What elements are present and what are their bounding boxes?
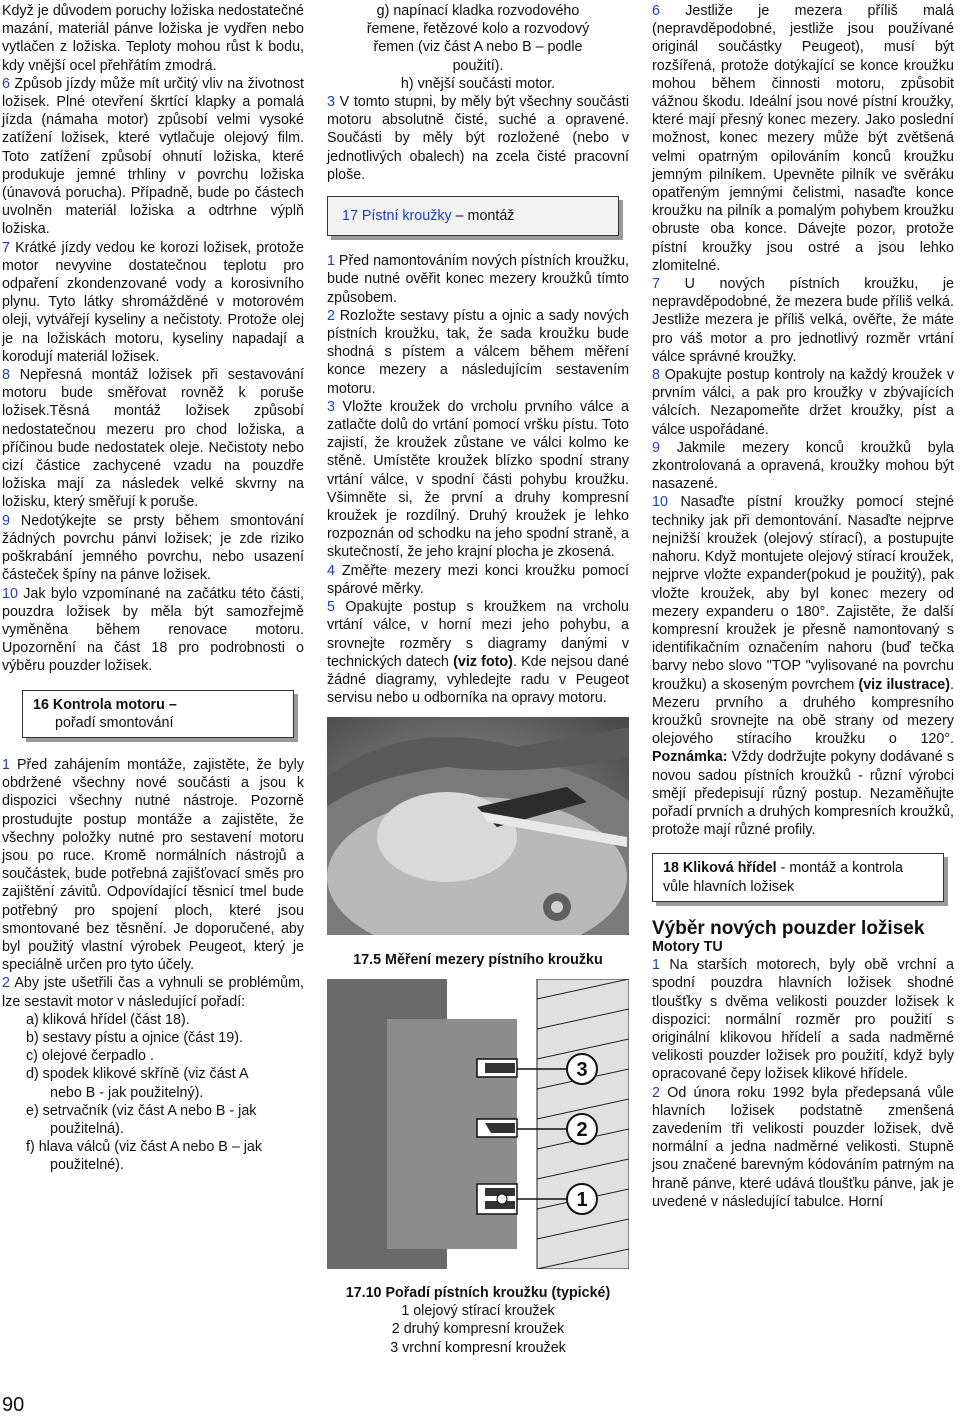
legend-item: 2 druhý kompresní kroužek [391, 1321, 565, 1338]
paragraph: 9 Nedotýkejte se prsty během smontování žádných povrchu pánvi ložisek; je zde riziko poškrabání jemného povrchu, nebo usazení částeček špíny na pánve ložisek. [2, 512, 304, 584]
legend-item: 1 olejový stírací kroužek [401, 1303, 555, 1320]
paragraph: 10 Nasaďte pístní kroužky pomocí stejné techniky jak při demontování. Nasaďte nejprve nejnižší kroužek (olejový stírací), a postupujte nahoru. Když montujete olejový stírací kroužek, nejprve vložte expander(pokud je použitý), pak vložte kroužek, aby byl konec mezery od mezery expanderu o 180°. Zajistěte, že další kompresní kroužek je přesně namontovaný s identifikačním označením nahoru (buď tečka barvy nebo slovo "TOP "vylisované na povrchu kroužku) a skoseným povrchem (viz ilustrace). Mezeru prvního a druhého kompresního kroužků srovnejte na obě strany od mezery olejového stíracího kroužku o 120°. Poznámka: Vždy dodržujte pokyny dodávané s novou sadou pístních kroužků - různí výrobci smějí předepisují různý postup. Nezaměňujte pořadí prvních a druhých kompresních kroužků, protože mají různé profily. [652, 494, 954, 839]
column-right [652, 2, 954, 1211]
figure-caption: 17.10 Pořadí pístních kroužku (typické) [345, 1284, 611, 1301]
paragraph: 7 U nových pístních kroužku, je nepravděpodobné, že mezera bude příliš velká. Jestliže mezera je příliš velká, ověřte, že máte pro váš motor a pro jednotlivý rozměr vrtání válce správné kroužky. [652, 276, 954, 365]
photo-ring-gap-measurement [327, 717, 629, 940]
paragraph: 8 Opakujte postup kontroly na každý kroužek v prvním válci, a pak pro kroužky v zbývajících válcích. Nezapomeňte držet kroužky, píst a válce uspořádané. [652, 367, 954, 438]
list-item-h: h) vnější součásti motor. [400, 75, 556, 92]
callout-3: 3 [576, 1058, 588, 1081]
column-middle [327, 2, 629, 1357]
subsection-heading: Výběr nových pouzder ložisek [652, 917, 925, 939]
column-left [2, 2, 304, 1175]
section-title: 17 Pístní kroužky [342, 208, 452, 225]
section-title: 18 Kliková hřídel [663, 860, 777, 877]
list-item: f) hlava válců (viz část A nebo B – jak [26, 1139, 263, 1156]
list-item: použitelná). [50, 1120, 124, 1137]
paragraph: 6 Způsob jízdy může mít určitý vliv na životnost ložisek. Plné otevření škrtící klapky a pomalá jízda (námaha motor) způsobí velmi vysoké zatížení ložisek, které vytlačuje olejový film. Toto zatížení způsobí ohnutí ložiska, které produkuje jemné trhliny v povrchu ložiska (únavová porucha). Případně, bude po částech uvolněn materiál ložiska a odtrhne výplň ložiska. [2, 75, 304, 238]
paragraph: 7 Krátké jízdy vedou ke korozi ložisek, protože motor nevyvine dostatečnou teplotu pro odpaření zkondenzované vody a korosivního plynu. Tyto látky shromážděné v motorovém oleji, vytvářejí kyseliny a nečistoty. Protože olej je na ložiskách motoru, kyseliny napadají a korodují materiál ložisek. [2, 239, 304, 365]
list-item: b) sestavy pístu a ojnice (část 19). [26, 1029, 243, 1046]
paragraph: 2 Od února roku 1992 byla předepsaná vůle hlavních ložisek podstatně zmenšená zavedením tři velikosti pouzder ložisek, dvě normální a jedna nadměrné velikosti. Stupně jsou značené barevným kódováním patrným na hraně pánve, které udává tloušťku pánve, jak je uvedené v následující tabulce. Horní [652, 1084, 954, 1210]
list-item: a) kliková hřídel (část 18). [26, 1011, 190, 1028]
list-item-g: g) napínací kladka rozvodového řemene, řetězové kolo a rozvodový řemen (viz část A nebo B – podle použití). [366, 3, 590, 74]
paragraph: 3 Vložte kroužek do vrcholu prvního válce a zatlačte dolů do vrtání pomocí vršku pístu. Toto zajistí, že kroužek zůstane ve válci kolmo ke stěně. Umístěte kroužek blízko spodní strany vrtání válce, v spodní části pohybu kroužku. Všimněte si, že první a druhy kompresní kroužek je rozdílný. Druhý kroužek je lehko rozpoznán od schodku na jeho spodní straně, a skutečností, že jeho krajní plocha je zkosená. [327, 398, 629, 561]
paragraph: 1 Před zahájením montáže, zajistěte, že byly obdržené všechny nové součásti a jsou k dispozici všechny nutné nástroje. Pozorně prostudujte postup montáže a zajistěte, že všechny položky nutné pro sestavení motoru jsou po ruce. Kromě normálních nástrojů a součástek, bude potřebná zajišťovací směs pro zajištění závitů. Odpovídající těsnicí tmel bude potřebný pro spojení ploch, které jsou smontované bez těsnění. Je doporučené, aby byl použitý vlastní výrobek Peugeot, který je speciálně určen pro tyto účely. [2, 756, 304, 974]
paragraph: 3 V tomto stupni, by měly být všechny součásti motoru absolutně čisté, suché a opravené. Součásti by měly být rozložené (nebo v jednotlivých obalech) na zcela čisté pracovní ploše. [327, 94, 629, 183]
figure-caption: 17.5 Měření mezery pístního kroužku [353, 951, 603, 968]
paragraph: 1 Na starších motorech, byly obě vrchní a spodní pouzdra hlavních ložisek shodné tloušťky s dvěma velikosti pouzder ložisek k dispozici: normální rozměr pro použití s originální klikovou hřídelí a sada nadměrné velikosti pouzder ložisek pro použití, když byly opracované čepy ložisek klikové hřídele. [652, 957, 954, 1083]
diagram-ring-order [327, 979, 629, 1274]
list-item: e) setrvačník (viz část A nebo B - jak [26, 1102, 257, 1119]
subsection-subheading: Motory TU [652, 938, 723, 955]
paragraph: 9 Jakmile mezery konců kroužků byla zkontrolovaná a opravená, kroužky mohou být nasazené. [652, 439, 954, 493]
callout-2: 2 [576, 1118, 588, 1141]
section-heading-16 [22, 690, 294, 738]
paragraph: 6 Jestliže je mezera příliš malá (nepravděpodobné, jestliže jsou používané originál součástky Peugeot), musí být rozšířená, protože dotýkající se konce kroužku mohou během činnosti motoru, způsobit vážnou škodu. Ideální jsou nové pístní kroužky, které mají přesný konec mezery. Jako poslední možnost, konec mezery může být zvětšená velmi opatrným opilováním konců kroužku jemným pilníkem. Upevněte pilník ve svěráku opatřeným jemnými čelistmi, nasaďte konce kroužku na pilník a pomalým pohybem kroužku obruste oba konce. Dávejte pozor, protože pístní kroužky jsou ostré a jsou lehko zlomitelné. [652, 3, 954, 274]
paragraph: 1 Před namontováním nových pístních kroužku, bude nutné ověřit konec mezery kroužků tímto způsobem. [327, 253, 629, 306]
page-number: 90 [2, 1394, 25, 1416]
assembly-order-list [2, 1011, 304, 1175]
list-item: c) olejové čerpadlo . [26, 1048, 154, 1065]
paragraph: 2 Aby jste ušetřili čas a vyhnuli se problémům, lze sestavit motor v následující pořadí: [2, 975, 304, 1010]
paragraph: Když je důvodem poruchy ložiska nedostatečné mazání, materiál pánve ložiska je vydřen nebo vytlačen z ložiska. Teploty mohou růst k bodu, kdy vnější ocel přehřátím zmodrá. [2, 3, 305, 74]
paragraph: 8 Nepřesná montáž ložisek při sestavování motoru bude směřovat rovněž k poruše ložisek.Těsná montáž ložisek způsobí nedostatečnou mezeru pro chod ložiska, a příčinou bude nedostatek oleje. Nečistoty nebo cizí částice zachycené vzadu na pouzdře ložiska mají za následek velké skvrny na ložisku, který směřují k poruše. [2, 367, 304, 511]
section-subtitle: pořadí smontování [55, 714, 174, 731]
legend-item: 3 vrchní kompresní kroužek [390, 1339, 566, 1356]
list-item: použitelné). [50, 1157, 124, 1174]
paragraph: 2 Rozložte sestavy pístu a ojnic a sady nových pístních kroužku, tak, že sada kroužku bude shodná s pístem a válcem během měření konce mezery a následujícím sestavením motoru. [327, 307, 629, 397]
section-title: 16 Kontrola motoru – [33, 696, 177, 713]
list-item: d) spodek klikové skříně (viz část A [26, 1066, 249, 1083]
paragraph: 5 Opakujte postup s kroužkem na vrcholu vrtání válce, v horní mezi jeho pohybu, a srovnejte rozměry s diagramy danými v technických datech (viz foto). Kde nejsou dané žádné diagramy, vyhledejte radu v Peugeot servisu nebo u odborníka na opravy motoru. [327, 599, 629, 707]
section-heading-17: 17 Pístní kroužky – montáž [327, 196, 619, 236]
paragraph: 4 Změřte mezery mezi konci kroužku pomocí spárové měrky. [327, 562, 629, 597]
paragraph: 10 Jak bylo vzpomínané na začátku této části, pouzdra ložisek by měla být samozřejmě vyměněna během renovace motoru. Upozornění na část 18 pro podrobnosti o výběru pouzder ložisek. [2, 585, 304, 675]
list-item: nebo B - jak použitelný). [50, 1084, 204, 1101]
section-heading-18: 18 Kliková hřídel - montáž a kontrola vůle hlavních ložisek [652, 853, 944, 901]
callout-1: 1 [576, 1188, 588, 1211]
